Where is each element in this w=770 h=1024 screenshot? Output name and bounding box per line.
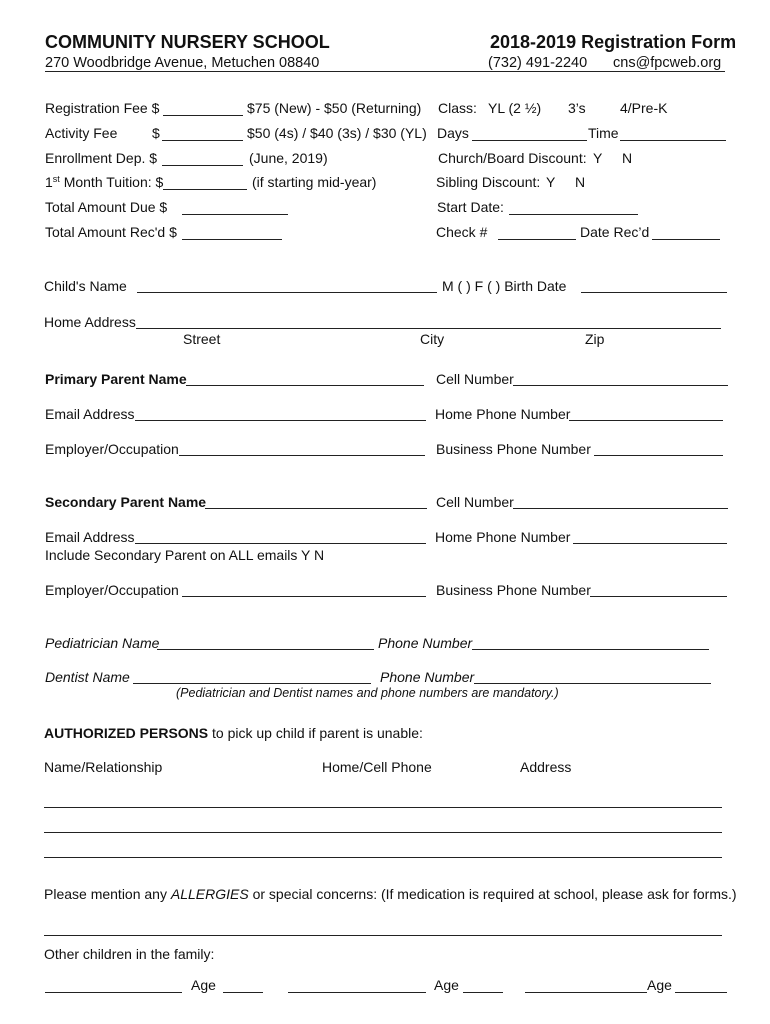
secondary-home-phone-label: Home Phone Number	[435, 529, 571, 545]
pediatrician-phone-field[interactable]	[472, 649, 709, 650]
dentist-name-field[interactable]	[133, 683, 371, 684]
other-child-2-age-field[interactable]	[463, 992, 503, 993]
include-secondary-emails[interactable]: Include Secondary Parent on ALL emails Y N	[45, 547, 325, 563]
secondary-employer-field[interactable]	[182, 596, 426, 597]
secondary-business-phone-label: Business Phone Number	[436, 582, 591, 598]
authorized-person-line-1[interactable]	[44, 807, 722, 808]
days-label: Days	[437, 125, 469, 141]
other-child-3-age-field[interactable]	[675, 992, 727, 993]
registration-fee-note: $75 (New) - $50 (Returning)	[247, 100, 422, 116]
primary-employer-field[interactable]	[179, 455, 425, 456]
authorized-col-phone: Home/Cell Phone	[322, 759, 432, 775]
child-name-label: Child's Name	[44, 278, 127, 294]
primary-cell-label: Cell Number	[436, 371, 514, 387]
secondary-home-phone-field[interactable]	[573, 543, 727, 544]
start-date-field[interactable]	[509, 214, 638, 215]
dentist-name-label: Dentist Name	[45, 669, 130, 685]
primary-business-phone-label: Business Phone Number	[436, 441, 591, 457]
medical-mandatory-note: (Pediatrician and Dentist names and phone numbers are mandatory.)	[176, 686, 559, 700]
registration-fee-label: Registration Fee $	[45, 100, 160, 116]
primary-home-phone-label: Home Phone Number	[435, 406, 571, 422]
secondary-business-phone-field[interactable]	[590, 596, 727, 597]
home-address-label: Home Address	[44, 314, 136, 330]
authorized-persons-heading: AUTHORIZED PERSONS to pick up child if parent is unable:	[44, 725, 423, 741]
authorized-col-address: Address	[520, 759, 572, 775]
school-phone: (732) 491-2240	[488, 55, 588, 71]
other-children-label: Other children in the family:	[44, 946, 215, 962]
date-received-field[interactable]	[652, 239, 720, 240]
activity-fee-field[interactable]	[162, 140, 243, 141]
enrollment-deposit-note: (June, 2019)	[249, 150, 328, 166]
authorized-person-line-2[interactable]	[44, 832, 722, 833]
church-discount-label: Church/Board Discount:	[438, 150, 587, 166]
secondary-cell-label: Cell Number	[436, 494, 514, 510]
other-child-2-name-field[interactable]	[288, 992, 426, 993]
enrollment-deposit-field[interactable]	[162, 165, 243, 166]
header-rule	[45, 71, 725, 72]
total-due-field[interactable]	[182, 214, 288, 215]
class-option-3s[interactable]: 3’s	[568, 100, 586, 116]
class-option-yl[interactable]: YL (2 ½)	[488, 100, 542, 116]
first-month-tuition-label: 1st Month Tuition: $	[45, 174, 164, 190]
other-child-1-name-field[interactable]	[45, 992, 182, 993]
gender-birth-label: M ( ) F ( ) Birth Date	[442, 278, 567, 294]
primary-parent-name-field[interactable]	[186, 385, 424, 386]
start-date-label: Start Date:	[437, 199, 504, 215]
primary-cell-field[interactable]	[513, 385, 728, 386]
sibling-discount-no[interactable]: N	[575, 174, 586, 190]
time-field[interactable]	[620, 140, 726, 141]
first-month-tuition-note: (if starting mid-year)	[252, 174, 377, 190]
pediatrician-name-field[interactable]	[157, 649, 374, 650]
total-due-label: Total Amount Due $	[45, 199, 168, 215]
primary-home-phone-field[interactable]	[569, 420, 723, 421]
school-name: COMMUNITY NURSERY SCHOOL	[45, 32, 330, 52]
total-received-label: Total Amount Rec'd $	[45, 224, 177, 240]
primary-email-label: Email Address	[45, 406, 135, 422]
activity-fee-note: $50 (4s) / $40 (3s) / $30 (YL)	[247, 125, 427, 141]
dentist-phone-field[interactable]	[474, 683, 711, 684]
secondary-email-field[interactable]	[135, 543, 426, 544]
check-number-field[interactable]	[498, 239, 576, 240]
primary-parent-name-label: Primary Parent Name	[45, 371, 187, 387]
other-child-1-age-field[interactable]	[223, 992, 263, 993]
secondary-cell-field[interactable]	[513, 508, 728, 509]
primary-email-field[interactable]	[135, 420, 426, 421]
date-received-label: Date Rec’d	[580, 224, 650, 240]
primary-business-phone-field[interactable]	[594, 455, 723, 456]
other-child-2-age-label: Age	[434, 977, 459, 993]
class-label: Class:	[438, 100, 477, 116]
dentist-phone-label: Phone Number	[380, 669, 475, 685]
activity-fee-dollar: $	[152, 125, 160, 141]
child-name-field[interactable]	[137, 292, 437, 293]
enrollment-deposit-label: Enrollment Dep. $	[45, 150, 158, 166]
city-label: City	[420, 331, 445, 347]
secondary-email-label: Email Address	[45, 529, 135, 545]
activity-fee-label: Activity Fee	[45, 125, 118, 141]
primary-employer-label: Employer/Occupation	[45, 441, 179, 457]
total-received-field[interactable]	[182, 239, 282, 240]
church-discount-yes[interactable]: Y	[593, 150, 603, 166]
registration-fee-field[interactable]	[163, 115, 243, 116]
authorized-col-name: Name/Relationship	[44, 759, 163, 775]
authorized-person-line-3[interactable]	[44, 857, 722, 858]
home-address-field[interactable]	[136, 328, 721, 329]
pediatrician-name-label: Pediatrician Name	[45, 635, 160, 651]
allergies-field[interactable]	[44, 935, 722, 936]
secondary-employer-label: Employer/Occupation	[45, 582, 179, 598]
other-child-3-name-field[interactable]	[525, 992, 647, 993]
secondary-parent-name-label: Secondary Parent Name	[45, 494, 207, 510]
check-number-label: Check #	[436, 224, 488, 240]
school-email: cns@fpcweb.org	[613, 55, 722, 71]
secondary-parent-name-field[interactable]	[205, 508, 427, 509]
street-label: Street	[183, 331, 221, 347]
other-child-1-age-label: Age	[191, 977, 216, 993]
class-option-prek[interactable]: 4/Pre-K	[620, 100, 668, 116]
form-title: 2018-2019 Registration Form	[490, 32, 737, 52]
sibling-discount-label: Sibling Discount:	[436, 174, 541, 190]
other-child-3-age-label: Age	[647, 977, 672, 993]
time-label: Time	[588, 125, 619, 141]
pediatrician-phone-label: Phone Number	[378, 635, 473, 651]
first-month-tuition-field[interactable]	[163, 189, 247, 190]
birth-date-field[interactable]	[581, 292, 727, 293]
zip-label: Zip	[585, 331, 605, 347]
sibling-discount-yes[interactable]: Y	[546, 174, 556, 190]
church-discount-no[interactable]: N	[622, 150, 633, 166]
school-address: 270 Woodbridge Avenue, Metuchen 08840	[45, 55, 320, 71]
days-field[interactable]	[472, 140, 587, 141]
allergies-prompt: Please mention any ALLERGIES or special concerns: (If medication is required at school, please ask for forms.)	[44, 886, 737, 902]
